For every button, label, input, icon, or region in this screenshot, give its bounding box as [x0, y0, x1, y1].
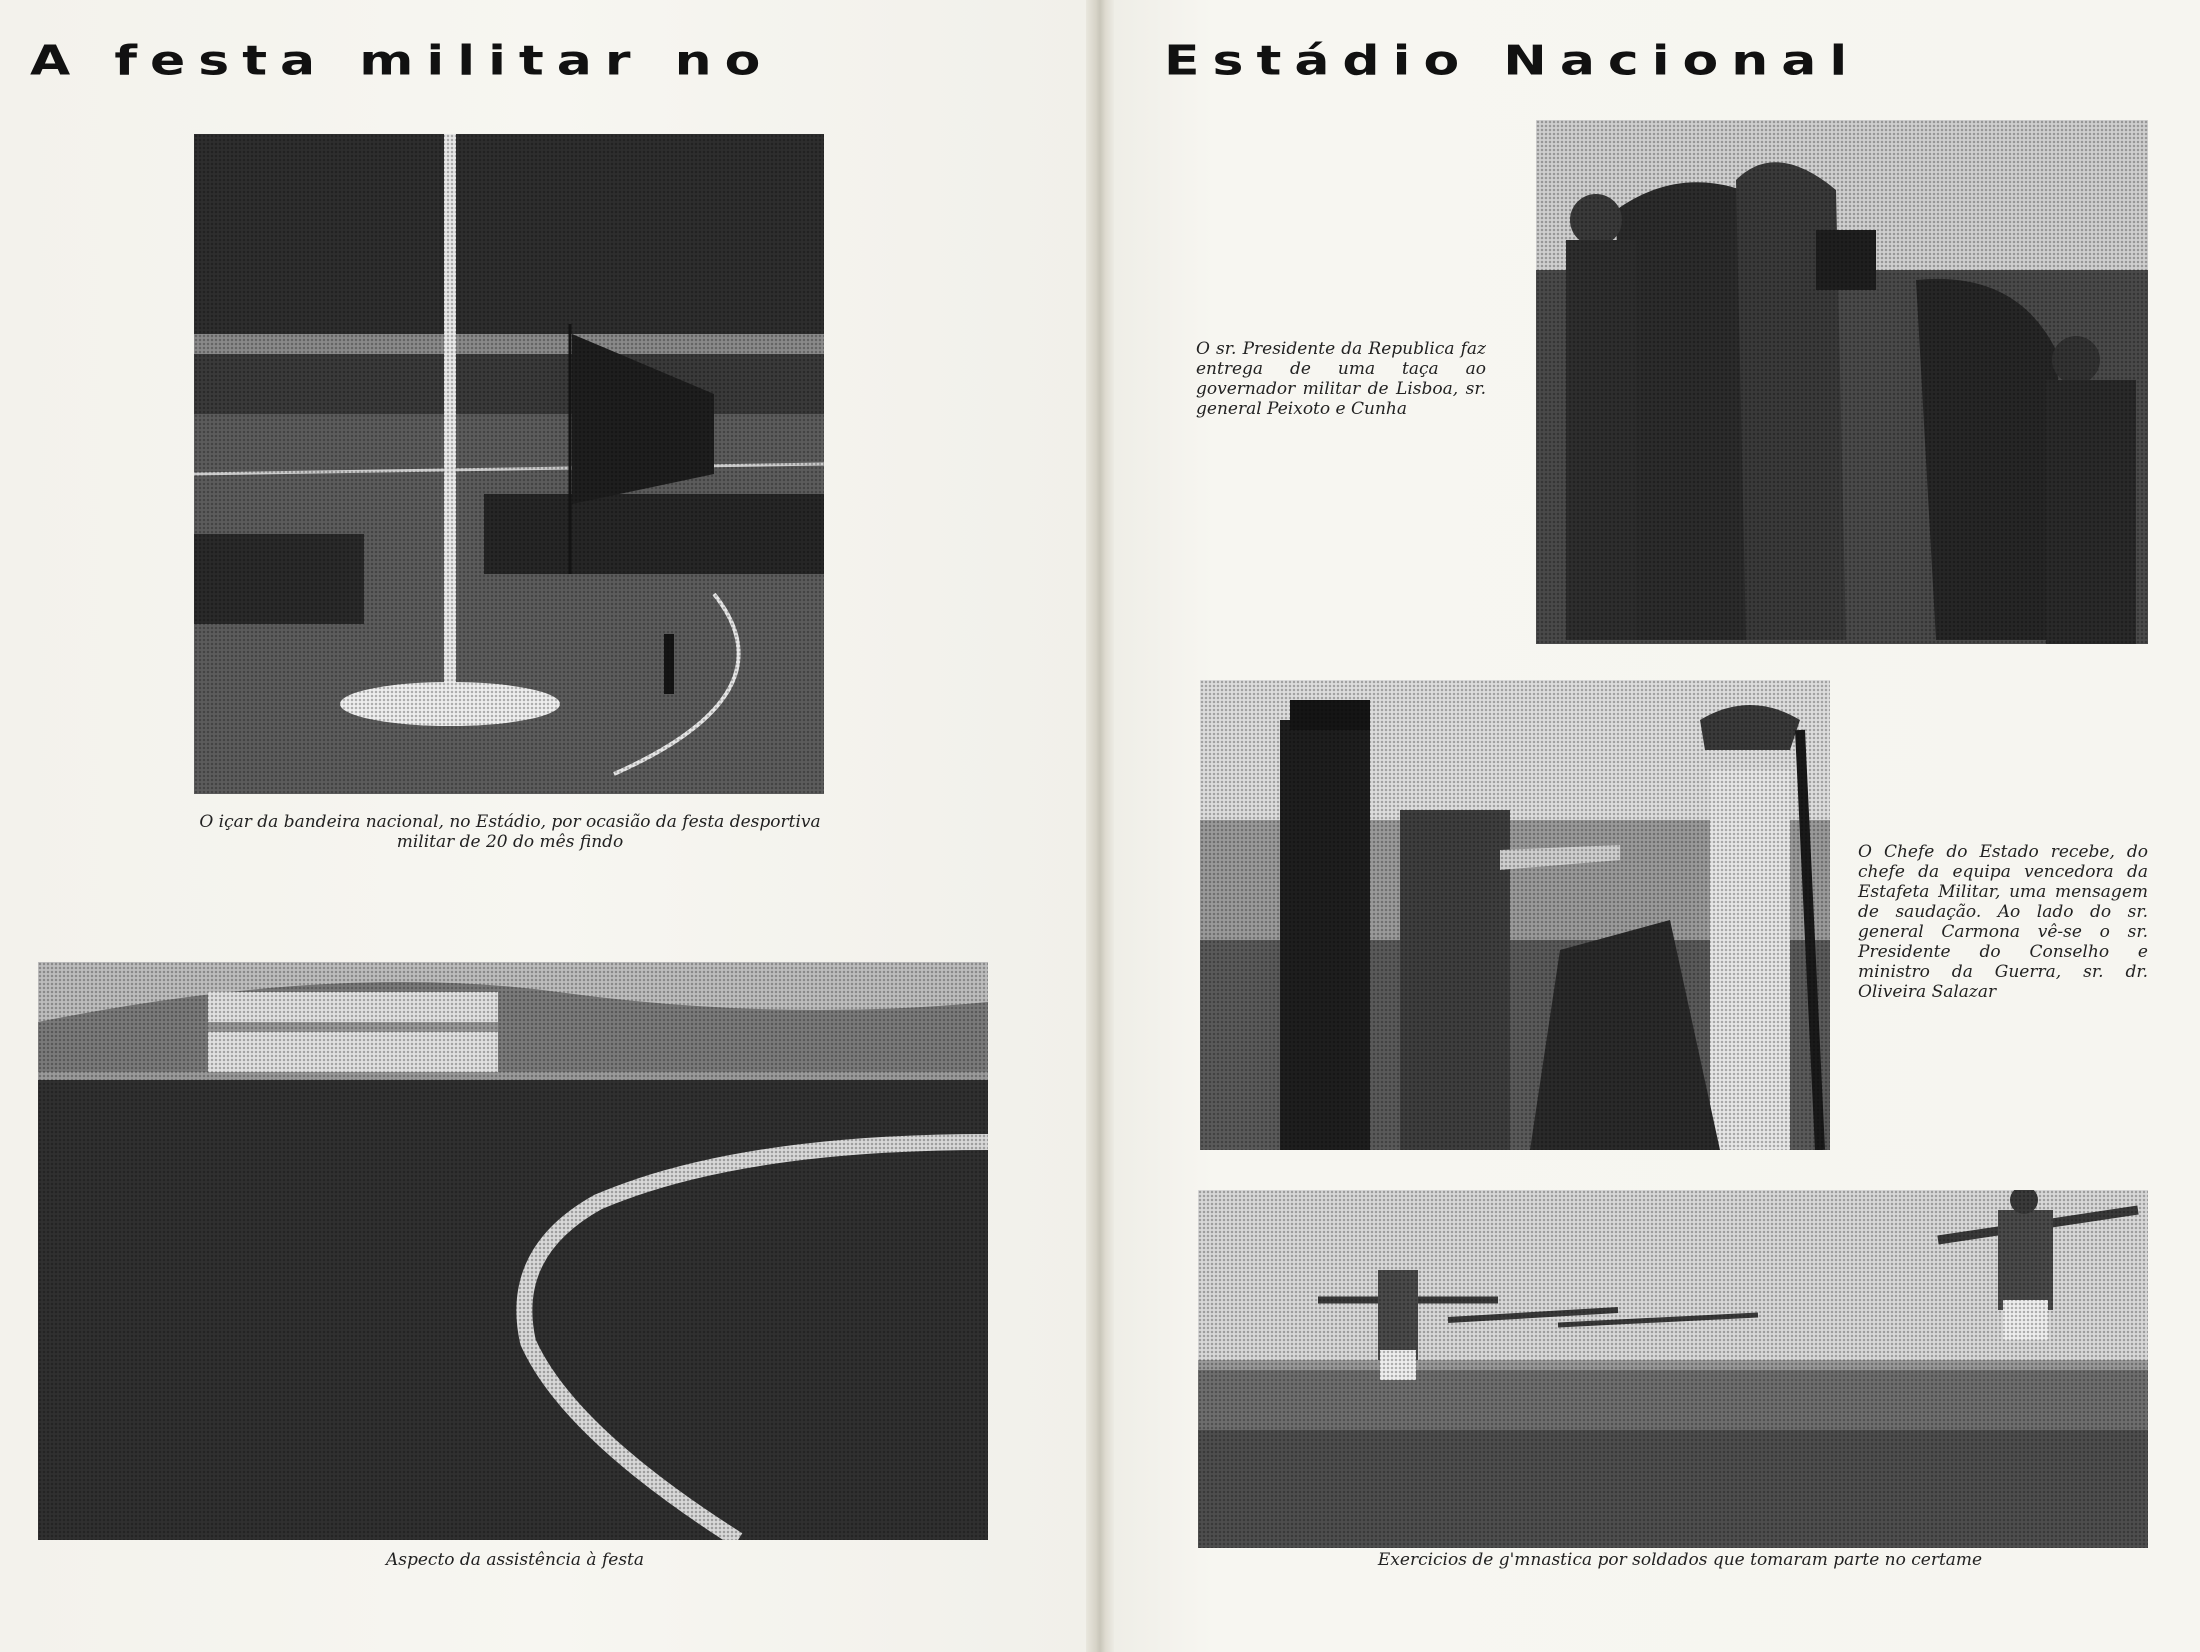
headline-left: A festa militar no [30, 38, 774, 85]
caption-salute: O Chefe do Estado recebe, do chefe da equipa vencedora da Estafeta Militar, uma mensagem de saudação. Ao lado do sr. general Carmona vê-se o sr. Presidente do Conselho e ministro da Guerra, sr. dr. Oliveira Salazar [1858, 842, 2148, 1002]
caption-flag-raising: O içar da bandeira nacional, no Estádio, por ocasião da festa desportiva militar de 20 do mês findo [199, 812, 821, 852]
photo-chief-of-state-salute [1200, 680, 1830, 1150]
page-gutter [1086, 0, 1114, 1652]
photo-flag-raising [194, 134, 824, 794]
caption-crowd: Aspecto da assistência à festa [385, 1550, 645, 1570]
caption-cup-presentation: O sr. Presidente da Republica faz entrega de uma taça ao governador militar de Lisboa, sr. general Peixoto e Cunha [1196, 339, 1486, 419]
photo-cup-presentation [1536, 120, 2148, 644]
caption-gymnastics: Exercicios de g'mnastica por soldados que tomaram parte no certame [1377, 1550, 1983, 1570]
photo-gymnastics [1198, 1190, 2148, 1548]
headline-right: Estádio Nacional [1164, 38, 1861, 85]
photo-stadium-crowd [38, 962, 988, 1540]
